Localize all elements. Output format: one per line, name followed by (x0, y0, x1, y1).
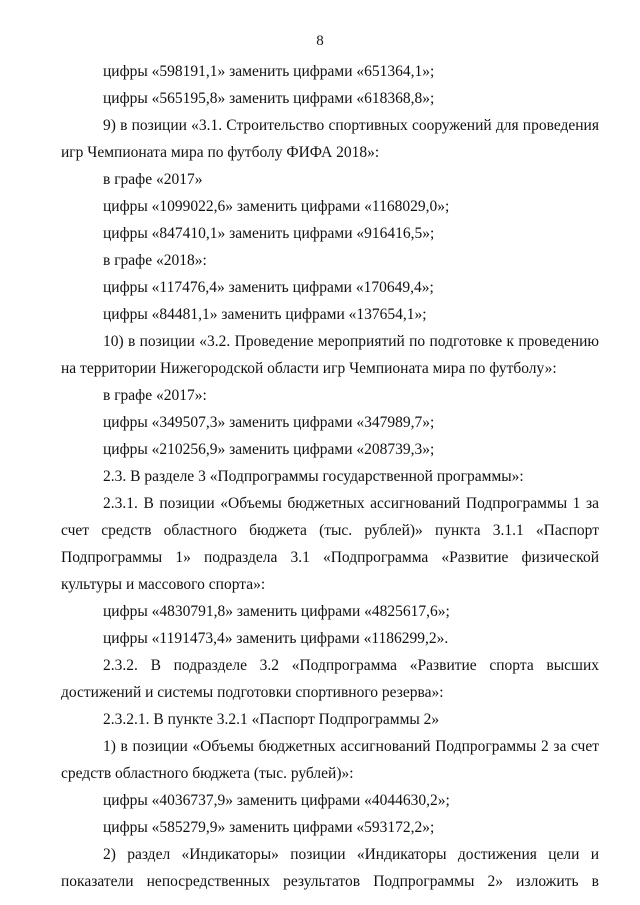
text-line: 10) в позиции «3.2. Проведение мероприятий по подготовке к проведению (103, 333, 599, 350)
text-line: средств областного бюджета (тыс. рублей)»: (61, 765, 354, 782)
text-line: цифры «4036737,9» заменить цифрами «4044630,2»; (103, 792, 450, 809)
text-line: цифры «1191473,4» заменить цифрами «1186299,2». (103, 630, 449, 647)
text-line: игр Чемпионата мира по футболу ФИФА 2018»: (61, 144, 380, 161)
text-line: 1) в позиции «Объемы бюджетных ассигнований Подпрограммы 2 за счет (103, 738, 599, 755)
text-line: 2.3. В разделе 3 «Подпрограммы государственной программы»: (103, 468, 524, 485)
text-line: 2.3.1. В позиции «Объемы бюджетных ассигнований Подпрограммы 1 за (103, 495, 599, 512)
text-line: достижений и системы подготовки спортивного резерва»: (61, 684, 444, 701)
page-number: 8 (316, 33, 324, 49)
text-line: показатели непосредственных результатов Подпрограммы 2» изложить в (61, 873, 599, 890)
text-line: цифры «4830791,8» заменить цифрами «4825617,6»; (103, 603, 450, 620)
text-line: цифры «117476,4» заменить цифрами «170649,4»; (103, 279, 434, 296)
text-line: цифры «349507,3» заменить цифрами «347989,7»; (103, 414, 435, 431)
text-line: цифры «598191,1» заменить цифрами «651364,1»; (103, 63, 435, 80)
text-line: Подпрограммы 1» подраздела 3.1 «Подпрограмма «Развитие физической (61, 549, 599, 566)
text-line: цифры «847410,1» заменить цифрами «916416,5»; (103, 225, 435, 242)
text-line: цифры «565195,8» заменить цифрами «618368,8»; (103, 90, 435, 107)
text-line: в графе «2017» (103, 171, 203, 188)
text-line: на территории Нижегородской области игр Чемпионата мира по футболу»: (61, 360, 557, 377)
text-line: цифры «210256,9» заменить цифрами «208739,3»; (103, 441, 435, 458)
text-line: 9) в позиции «3.1. Строительство спортивных сооружений для проведения (103, 117, 599, 134)
text-line: 2.3.2. В подразделе 3.2 «Подпрограмма «Развитие спорта высших (103, 657, 599, 674)
text-line: 2.3.2.1. В пункте 3.2.1 «Паспорт Подпрограммы 2» (103, 711, 440, 728)
text-line: в графе «2018»: (103, 252, 207, 269)
text-line: цифры «585279,9» заменить цифрами «593172,2»; (103, 819, 435, 836)
text-line: в графе «2017»: (103, 387, 207, 404)
text-line: культуры и массового спорта»: (61, 576, 266, 593)
text-line: счет средств областного бюджета (тыс. рублей)» пункта 3.1.1 «Паспорт (61, 522, 599, 539)
text-line: цифры «1099022,6» заменить цифрами «1168029,0»; (103, 198, 450, 215)
text-line: 2) раздел «Индикаторы» позиции «Индикаторы достижения цели и (103, 846, 599, 863)
text-line: цифры «84481,1» заменить цифрами «137654,1»; (103, 306, 427, 323)
